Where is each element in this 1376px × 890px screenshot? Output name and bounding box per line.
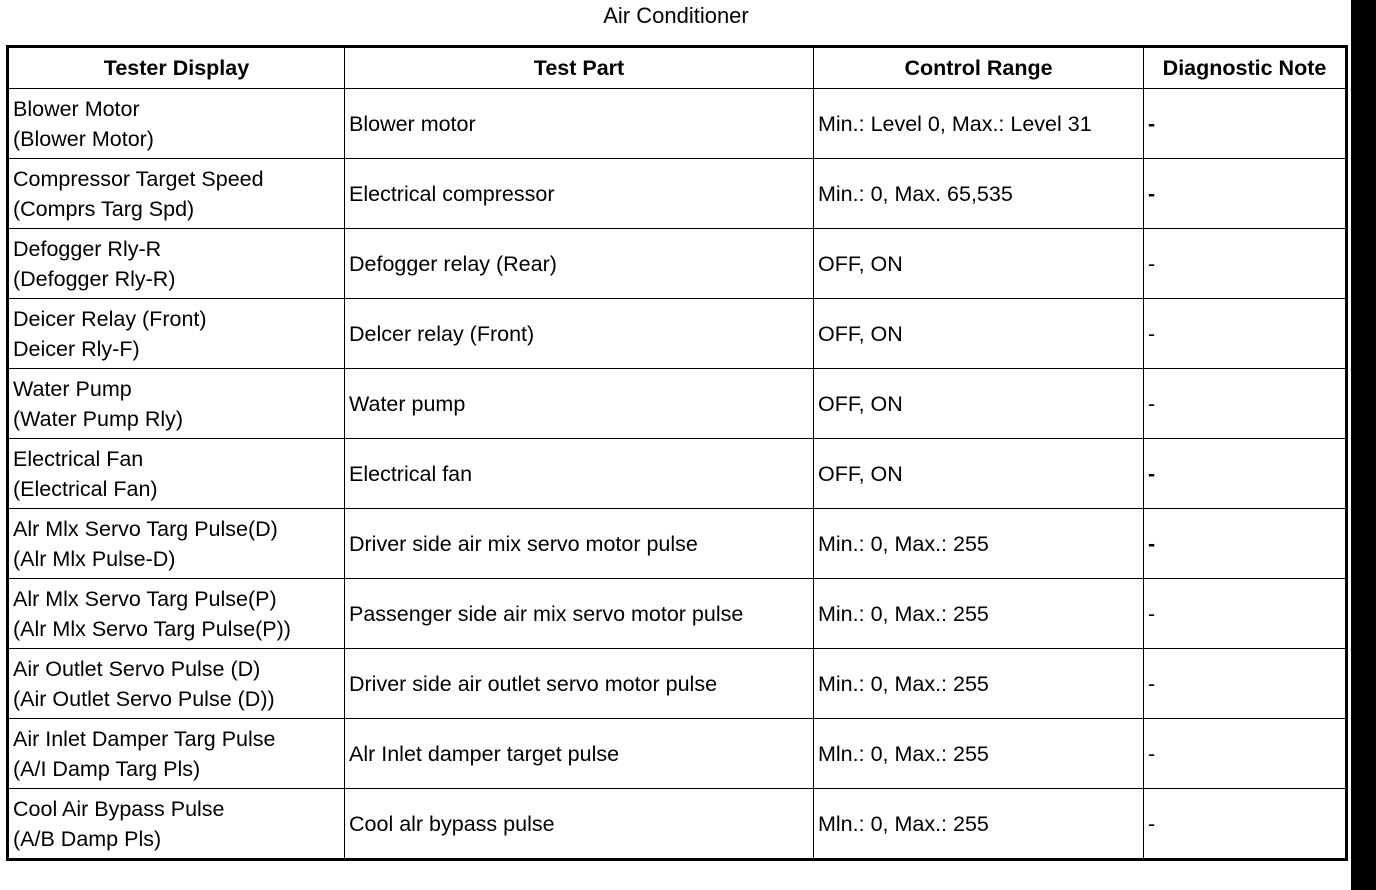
test-part-cell: Passenger side air mix servo motor pulse <box>345 579 814 649</box>
tester-display-cell <box>8 579 345 649</box>
tester-display-cell <box>8 159 345 229</box>
page-title: Air Conditioner <box>603 3 749 28</box>
control-range-cell: Min.: 0, Max.: 255 <box>814 509 1144 579</box>
scan-edge-bar <box>1351 0 1376 890</box>
table-row <box>8 649 1347 719</box>
diagnostic-note-cell: - <box>1144 719 1347 789</box>
diagnostic-note-cell: - <box>1144 229 1347 299</box>
test-part-cell: Electrical compressor <box>345 159 814 229</box>
table-row <box>8 579 1347 649</box>
tester-display-name: Alr Mlx Servo Targ Pulse(D) <box>13 516 278 541</box>
tester-display-name: Air Outlet Servo Pulse (D) <box>13 656 261 681</box>
control-range-cell: OFF, ON <box>814 369 1144 439</box>
tester-display-abbrev: (A/B Damp Pls) <box>13 826 162 851</box>
tester-display-name: Defogger Rly-R <box>13 236 162 261</box>
tester-display-abbrev: (Air Outlet Servo Pulse (D)) <box>13 686 275 711</box>
header-row <box>8 47 1347 89</box>
tester-display-abbrev: (A/I Damp Targ Pls) <box>13 756 201 781</box>
tester-display-name: Alr Mlx Servo Targ Pulse(P) <box>13 586 277 611</box>
tester-display-abbrev: (Alr Mlx Pulse-D) <box>13 546 176 571</box>
test-part-cell: Electrical fan <box>345 439 814 509</box>
tester-display-cell <box>8 719 345 789</box>
tester-display-abbrev: (Defogger Rly-R) <box>13 266 176 291</box>
air-conditioner-table <box>6 45 1348 861</box>
table-row <box>8 369 1347 439</box>
tester-display-name: Electrical Fan <box>13 446 144 471</box>
table-row <box>8 159 1347 229</box>
tester-display-name: Deicer Relay (Front) <box>13 306 207 331</box>
diagnostic-note-cell: - <box>1144 159 1347 229</box>
tester-display-cell <box>8 789 345 860</box>
tester-display-abbrev: (Water Pump Rly) <box>13 406 184 431</box>
tester-display-cell <box>8 369 345 439</box>
tester-display-name: Air Inlet Damper Targ Pulse <box>13 726 276 751</box>
table-row <box>8 719 1347 789</box>
diagnostic-note-cell: - <box>1144 299 1347 369</box>
control-range-cell: Mln.: 0, Max.: 255 <box>814 789 1144 860</box>
tester-display-cell <box>8 439 345 509</box>
table-row <box>8 229 1347 299</box>
control-range-cell: Min.: 0, Max. 65,535 <box>814 159 1144 229</box>
diagnostic-note-cell: - <box>1144 789 1347 860</box>
diagnostic-note-cell: - <box>1144 369 1347 439</box>
tester-display-name: Compressor Target Speed <box>13 166 264 191</box>
header-diagnostic-note: Diagnostic Note <box>1144 47 1347 89</box>
header-test-part: Test Part <box>345 47 814 89</box>
tester-display-name: Water Pump <box>13 376 132 401</box>
table-row <box>8 789 1347 860</box>
control-range-cell: Min.: 0, Max.: 255 <box>814 579 1144 649</box>
tester-display-abbrev: (Comprs Targ Spd) <box>13 196 195 221</box>
control-range-cell: OFF, ON <box>814 299 1144 369</box>
tester-display-abbrev: (Blower Motor) <box>13 126 154 151</box>
test-part-cell: Water pump <box>345 369 814 439</box>
tester-display-abbrev: (Electrical Fan) <box>13 476 158 501</box>
tester-display-cell <box>8 89 345 159</box>
test-part-cell: Driver side air mix servo motor pulse <box>345 509 814 579</box>
diagnostic-note-cell: - <box>1144 649 1347 719</box>
diagnostic-note-cell: - <box>1144 439 1347 509</box>
tester-display-cell <box>8 299 345 369</box>
control-range-cell: Min.: Level 0, Max.: Level 31 <box>814 89 1144 159</box>
test-part-cell: Defogger relay (Rear) <box>345 229 814 299</box>
tester-display-abbrev: Deicer Rly-F) <box>13 336 140 361</box>
control-range-cell: Mln.: 0, Max.: 255 <box>814 719 1144 789</box>
test-part-cell: Blower motor <box>345 89 814 159</box>
tester-display-name: Blower Motor <box>13 96 140 121</box>
tester-display-cell <box>8 509 345 579</box>
test-part-cell: Alr Inlet damper target pulse <box>345 719 814 789</box>
table-row <box>8 509 1347 579</box>
test-part-cell: Cool alr bypass pulse <box>345 789 814 860</box>
test-part-cell: Driver side air outlet servo motor pulse <box>345 649 814 719</box>
diagnostic-note-cell: - <box>1144 509 1347 579</box>
table-row <box>8 299 1347 369</box>
test-part-cell: Delcer relay (Front) <box>345 299 814 369</box>
control-range-cell: OFF, ON <box>814 229 1144 299</box>
table-row <box>8 439 1347 509</box>
tester-display-cell <box>8 649 345 719</box>
header-control-range: Control Range <box>814 47 1144 89</box>
control-range-cell: OFF, ON <box>814 439 1144 509</box>
header-tester-display: Tester Display <box>8 47 345 89</box>
control-range-cell: Min.: 0, Max.: 255 <box>814 649 1144 719</box>
tester-display-abbrev: (Alr Mlx Servo Targ Pulse(P)) <box>13 616 291 641</box>
table-row <box>8 89 1347 159</box>
diagnostic-note-cell: - <box>1144 579 1347 649</box>
tester-display-name: Cool Air Bypass Pulse <box>13 796 225 821</box>
diagnostic-note-cell: - <box>1144 89 1347 159</box>
tester-display-cell <box>8 229 345 299</box>
